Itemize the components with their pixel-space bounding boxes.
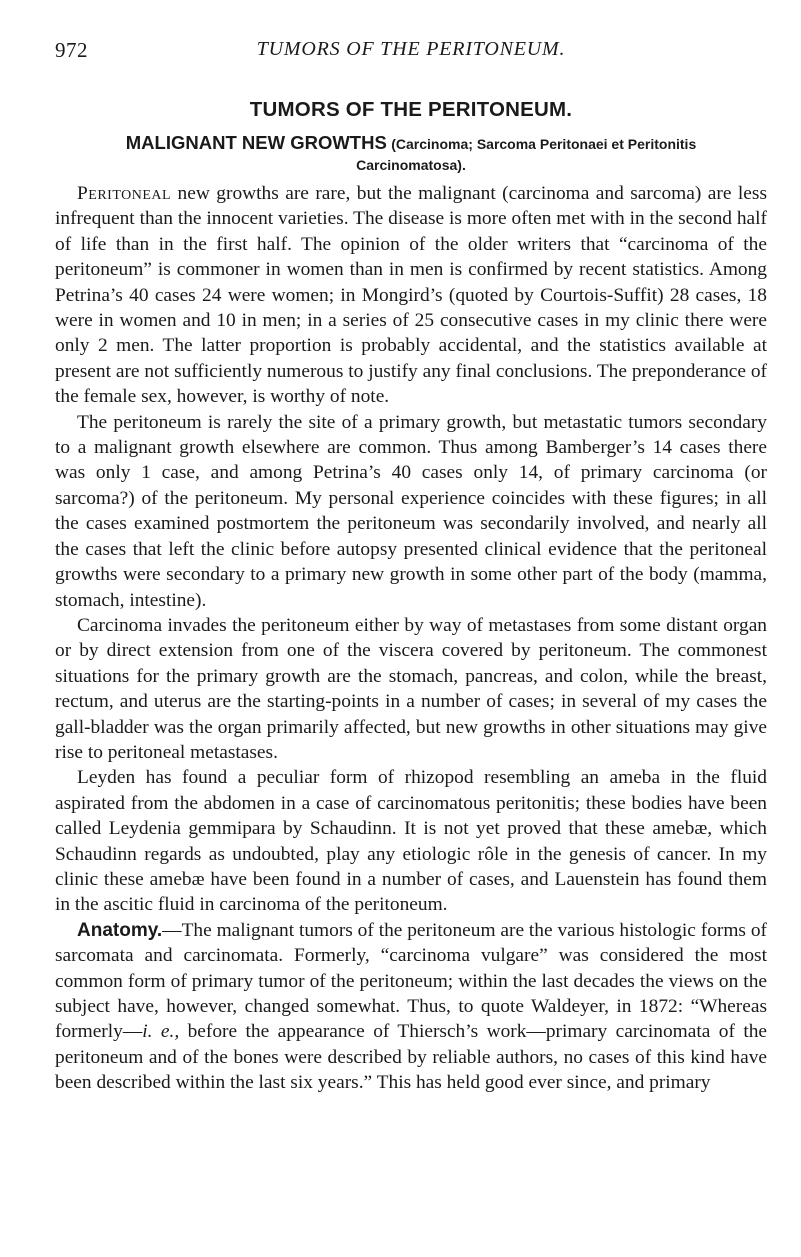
anatomy-italic: i. e.,: [142, 1021, 180, 1043]
paragraph-4: Leyden has found a peculiar form of rhizopod resembling an ameba in the fluid aspirated from the abdomen in a case of carcinomatous peritonitis; these bodies have been called Leydenia gemmipara by Schaudinn. It is not yet proved that these amebæ, which Schaudinn regards as undoubted, play any etiologic rôle in the genesis of cancer. In my clinic these amebæ have been found in a number of cases, and Lauenstein has found them in the ascitic fluid in carcinoma of the peritoneum.: [55, 767, 767, 916]
section-heading: [55, 132, 767, 176]
section-heading-main: MALIGNANT NEW GROWTHS: [125, 132, 387, 153]
paragraph-1: [55, 181, 767, 410]
anatomy-heading: Anatomy.: [77, 919, 163, 941]
running-title: TUMORS OF THE PERITONEUM.: [256, 38, 566, 60]
paragraph-2: The peritoneum is rarely the site of a primary growth, but metastatic tumors secondary to a malignant growth elsewhere are common. Thus among Bamberger’s 14 cases there was only 1 case, and among Petrina’s 40 cases only 14, of primary carcinoma (or sarcoma?) of the peritoneum. My personal experience coincides with these figures; in all the cases examined postmortem the peritoneum was secondarily involved, and nearly all the cases that left the clinic before autopsy presented clinical evidence that the peritoneal growths were secondary to a primary new growth in some other part of the body (mamma, stomach, intestine).: [55, 411, 767, 611]
document-page: [55, 38, 767, 1096]
running-head: [55, 38, 767, 68]
paragraph-1-text: new growths are rare, but the malignant (carcinoma and sarcoma) are less infrequent than the innocent varieties. The disease is more often met with in the second half of life than in the first half. The opinion of the older writers that “carcinoma of the peritoneum” is commoner in women than in men is confirmed by recent statistics. Among Petrina’s 40 cases 24 were women; in Mongird’s (quoted by Courtois-Suffit) 28 cases, 18 were in women and 10 in men; in a series of 25 consecutive cases in my clinic there were only 2 men. The latter proportion is probably accidental, and the statistics available at present are not sufficiently numerous to justify any final conclusions. The preponderance of the female sex, however, is worthy of note.: [55, 183, 767, 408]
body-text: [55, 181, 767, 1096]
chapter-title: TUMORS OF THE PERITONEUM.: [249, 98, 573, 121]
section-heading-sub-2: Carcinomatosa).: [356, 157, 466, 173]
paragraph-anatomy: [55, 918, 767, 1096]
page-number: 972: [55, 38, 88, 62]
anatomy-text-2: before the appearance of Thiersch’s work—primary carcinomata of the peritoneum and of the bones were described by reliable authors, no cases of this kind have been described within the last six years.” This has held good ever since, and primary: [55, 1021, 768, 1094]
section-heading-sub-1: (Carcinoma; Sarcoma Peritonaei et Peritonitis: [391, 136, 697, 152]
anatomy-text-1: —The malignant tumors of the peritoneum are the various histologic forms of sarcomata and carcinomata. Formerly, “carcinoma vulgare” was considered the most common form of primary tumor of the peritoneum; within the last decades the views on the subject have, however, changed somewhat. Thus, to quote Waldeyer, in 1872: “Whereas formerly—: [55, 919, 767, 1043]
paragraph-3: Carcinoma invades the peritoneum either by way of metastases from some distant organ or by direct extension from one of the viscera covered by peritoneum. The commonest situations for the primary growth are the stomach, pancreas, and colon, while the breast, rectum, and uterus are the starting-points in a number of cases; in several of my cases the gall-bladder was the organ primarily affected, but new growths in other situations may give rise to peritoneal metastases.: [55, 614, 767, 763]
paragraph-lead-word: Peritoneal: [77, 183, 172, 204]
